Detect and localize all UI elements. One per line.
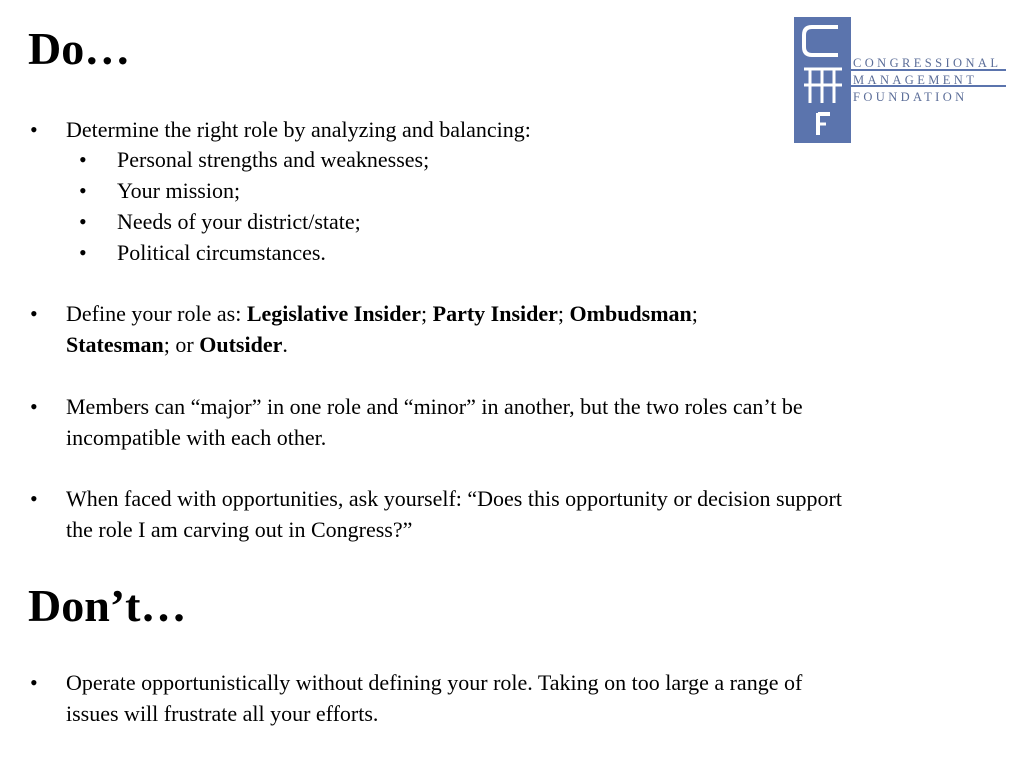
subbullet-text: Needs of your district/state;: [117, 209, 361, 234]
role-party-insider: Party Insider: [432, 301, 558, 326]
dont-heading: Don’t…: [28, 580, 187, 631]
bullet-icon: •: [79, 147, 87, 172]
subbullet-strengths: [79, 144, 779, 175]
bullet-opportunities: [30, 483, 850, 545]
bullet-icon: •: [30, 117, 38, 142]
bullet-text: Operate opportunistically without defining your role. Taking on too large a range of issues will frustrate all your efforts.: [66, 670, 803, 726]
separator: ;: [691, 301, 698, 326]
bullet-icon: •: [30, 486, 38, 511]
bullet-members: [30, 391, 850, 453]
role-legislative-insider: Legislative Insider: [246, 301, 421, 326]
separator: ; or: [163, 332, 200, 357]
define-end: .: [282, 332, 288, 357]
do-heading: Do…: [28, 23, 131, 74]
cmf-monogram-icon: [794, 17, 851, 143]
define-prefix: Define your role as:: [66, 301, 247, 326]
cmf-logo-mark: [794, 17, 851, 143]
bullet-icon: •: [30, 670, 38, 695]
bullet-determine-role: [30, 114, 850, 145]
separator: ;: [557, 301, 570, 326]
subbullet-mission: [79, 175, 779, 206]
bullet-icon: •: [30, 394, 38, 419]
subbullet-political: [79, 237, 779, 268]
logo-line-foundation: FOUNDATION: [853, 90, 968, 104]
subbullet-text: Your mission;: [117, 178, 241, 203]
logo-wordmark: [853, 55, 1005, 106]
role-outsider: Outsider: [199, 332, 283, 357]
bullet-text: [66, 298, 850, 360]
bullet-icon: •: [30, 301, 38, 326]
subbullet-text: Political circumstances.: [117, 240, 326, 265]
bullet-icon: •: [79, 178, 87, 203]
role-statesman: Statesman: [66, 332, 164, 357]
bullet-text: Determine the right role by analyzing and balancing:: [66, 117, 531, 142]
separator: ;: [421, 301, 433, 326]
bullet-text: Members can “major” in one role and “minor” in another, but the two roles can’t be incompatible with each other.: [66, 394, 803, 450]
bullet-define-role: [30, 298, 850, 360]
bullet-icon: •: [79, 240, 87, 265]
role-ombudsman: Ombudsman: [569, 301, 692, 326]
subbullet-district-needs: [79, 206, 779, 237]
bullet-icon: •: [79, 209, 87, 234]
logo-line-management: MANAGEMENT: [853, 73, 978, 87]
bullet-text: When faced with opportunities, ask yourself: “Does this opportunity or decision support the role I am carving out in Congress?”: [66, 486, 842, 542]
cmf-logo: [794, 17, 1006, 145]
logo-line-congressional: CONGRESSIONAL: [853, 56, 1002, 70]
subbullet-text: Personal strengths and weaknesses;: [117, 147, 430, 172]
bullet-operate: [30, 667, 850, 729]
